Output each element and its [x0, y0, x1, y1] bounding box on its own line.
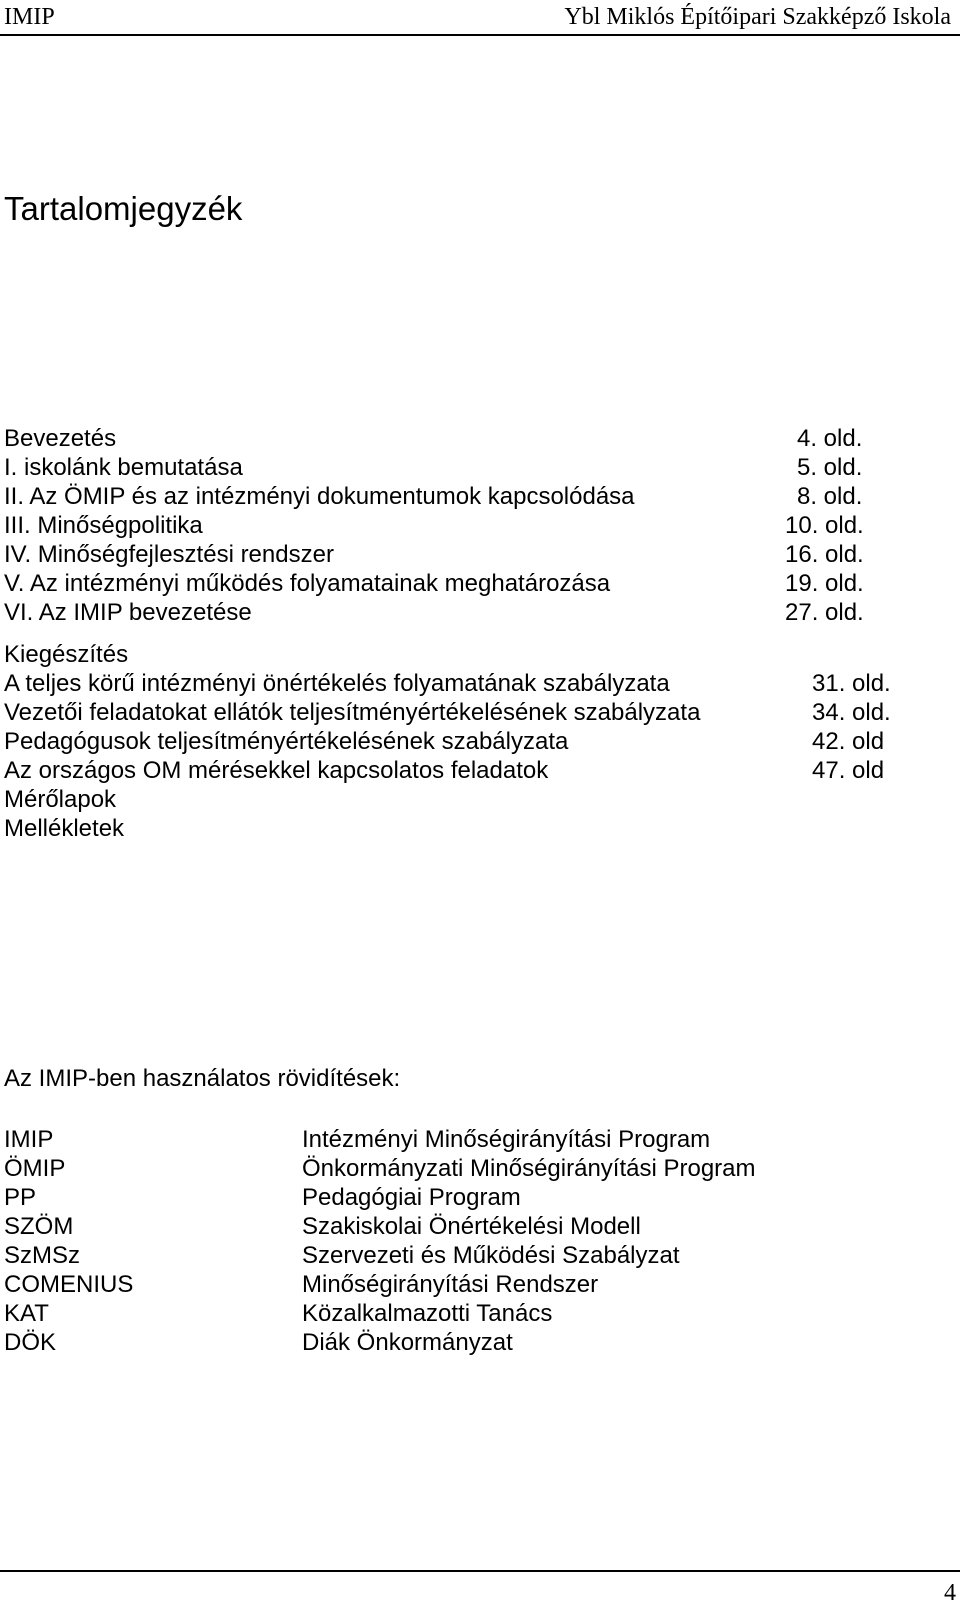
toc-page: 16. old. [785, 541, 864, 568]
abbreviation-row [4, 1125, 904, 1154]
abbreviation-meaning: Intézményi Minőségirányítási Program [302, 1126, 711, 1153]
abbreviation: SZÖM [4, 1213, 74, 1240]
toc-row [4, 814, 904, 843]
abbreviation: SzMSz [4, 1242, 81, 1269]
abbreviation-row [4, 1299, 904, 1328]
toc-label: Az országos OM mérésekkel kapcsolatos feladatok [4, 757, 549, 784]
toc-page: 10. old. [785, 512, 864, 539]
toc-row [4, 727, 904, 756]
abbreviation-meaning: Diák Önkormányzat [302, 1329, 513, 1356]
toc-page: 27. old. [785, 599, 864, 626]
toc-row [4, 785, 904, 814]
toc-label: III. Minőségpolitika [4, 512, 203, 539]
toc-label: IV. Minőségfejlesztési rendszer [4, 541, 334, 568]
abbreviation: ÖMIP [4, 1155, 66, 1182]
abbreviation: PP [4, 1184, 37, 1211]
toc-label: Mellékletek [4, 815, 125, 842]
page-header [0, 0, 960, 36]
toc-row [4, 482, 904, 511]
toc-section-heading: Kiegészítés [4, 641, 129, 668]
page-number: 4 [944, 1580, 956, 1606]
toc-spacer [4, 627, 904, 640]
toc-row [4, 540, 904, 569]
toc-page: 47. old [812, 757, 885, 784]
toc-label: Bevezetés [4, 425, 117, 452]
toc-row [4, 640, 904, 669]
abbreviation-meaning: Közalkalmazotti Tanács [302, 1300, 553, 1327]
toc-page: 19. old. [785, 570, 864, 597]
toc-page: 31. old. [812, 670, 891, 697]
table-of-contents [4, 424, 904, 843]
abbreviation-row [4, 1241, 904, 1270]
abbreviations-heading: Az IMIP-ben használatos rövidítések: [4, 1065, 401, 1092]
page-title: Tartalomjegyzék [4, 190, 243, 227]
toc-label: Mérőlapok [4, 786, 117, 813]
abbreviation: KAT [4, 1300, 49, 1327]
toc-page: 8. old. [797, 483, 863, 510]
toc-label: I. iskolánk bemutatása [4, 454, 243, 481]
abbreviation-row [4, 1183, 904, 1212]
abbreviation-meaning: Szervezeti és Működési Szabályzat [302, 1242, 680, 1269]
toc-label: A teljes körű intézményi önértékelés folyamatának szabályzata [4, 670, 670, 697]
header-left-text: IMIP [4, 4, 55, 30]
abbreviation-meaning: Szakiskolai Önértékelési Modell [302, 1213, 641, 1240]
toc-label: Pedagógusok teljesítményértékelésének szabályzata [4, 728, 569, 755]
toc-label: VI. Az IMIP bevezetése [4, 599, 252, 626]
toc-label: V. Az intézményi működés folyamatainak meghatározása [4, 570, 611, 597]
toc-row [4, 698, 904, 727]
toc-page: 5. old. [797, 454, 863, 481]
toc-row [4, 424, 904, 453]
toc-page: 42. old [812, 728, 885, 755]
footer-divider [0, 1570, 960, 1572]
toc-page: 34. old. [812, 699, 891, 726]
toc-label: Vezetői feladatokat ellátók teljesítményértékelésének szabályzata [4, 699, 701, 726]
toc-page: 4. old. [797, 425, 863, 452]
abbreviation: DÖK [4, 1329, 57, 1356]
abbreviation-row [4, 1154, 904, 1183]
toc-row [4, 756, 904, 785]
abbreviation: COMENIUS [4, 1271, 134, 1298]
abbreviation-meaning: Önkormányzati Minőségirányítási Program [302, 1155, 756, 1182]
abbreviation-row [4, 1212, 904, 1241]
header-right-text: Ybl Miklós Építőipari Szakképző Iskola [564, 4, 951, 30]
abbreviation-row [4, 1270, 904, 1299]
toc-row [4, 669, 904, 698]
abbreviation-meaning: Minőségirányítási Rendszer [302, 1271, 599, 1298]
abbreviation-row [4, 1328, 904, 1357]
toc-row [4, 569, 904, 598]
header-divider [0, 34, 960, 36]
toc-label: II. Az ÖMIP és az intézményi dokumentumok kapcsolódása [4, 483, 635, 510]
abbreviation-meaning: Pedagógiai Program [302, 1184, 521, 1211]
toc-row [4, 598, 904, 627]
toc-row [4, 453, 904, 482]
abbreviation: IMIP [4, 1126, 54, 1153]
toc-row [4, 511, 904, 540]
abbreviations-list [4, 1125, 904, 1357]
